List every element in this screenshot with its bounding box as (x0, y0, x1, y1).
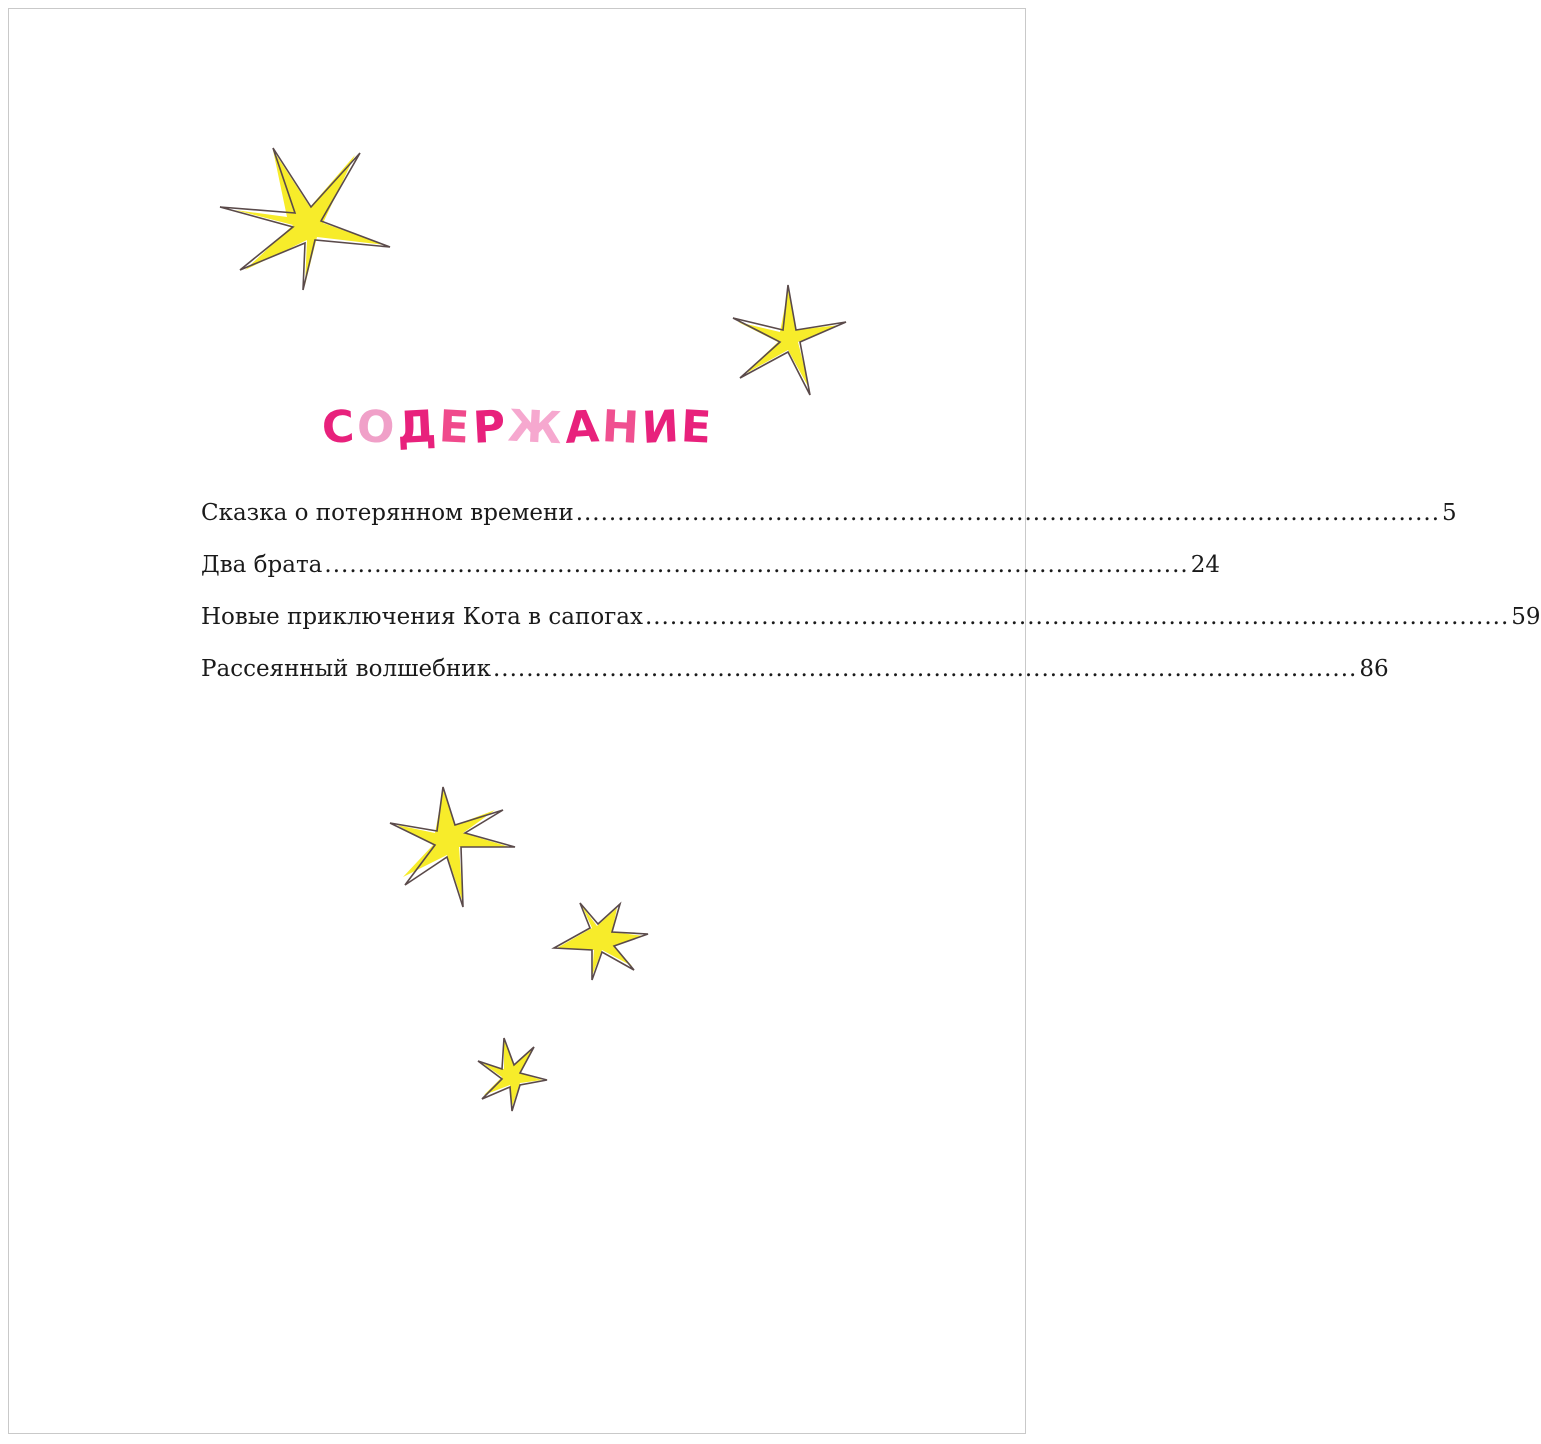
star-icon (552, 898, 652, 983)
title-letter: Н (600, 400, 643, 455)
toc-leader-dots: ........................................................................................................ (324, 552, 1189, 578)
toc-entry-title: Новые приключения Кота в сапогах (201, 604, 643, 630)
toc-entry-title: Два брата (201, 552, 323, 578)
toc-leader-dots: ........................................................................................................ (575, 500, 1441, 526)
toc-leader-dots: ........................................................................................................ (492, 656, 1358, 682)
toc-entry-title: Рассеянный волшебник (201, 656, 491, 682)
title-letter: Е (438, 401, 474, 454)
toc-entry-page: 5 (1442, 500, 1457, 526)
page-title (0, 398, 1036, 458)
star-icon (215, 145, 395, 295)
toc-leader-dots: ........................................................................................................ (644, 604, 1510, 630)
title-letter: Д (395, 400, 441, 455)
title-letter: Р (471, 401, 510, 454)
title-letter: А (563, 401, 603, 454)
toc-entry-title: Сказка о потерянном времени (201, 500, 574, 526)
toc-entry[interactable] (201, 552, 1221, 604)
toc-entry[interactable] (201, 500, 1457, 552)
toc-entry-page: 24 (1190, 552, 1221, 578)
toc-entry-page: 86 (1359, 656, 1389, 682)
star-icon (728, 280, 848, 405)
book-page (8, 8, 1026, 1434)
toc-entry[interactable] (201, 604, 1541, 656)
title-letter: И (640, 400, 683, 455)
star-icon (385, 785, 520, 915)
toc-entry-page: 59 (1511, 604, 1541, 630)
toc-entry[interactable] (201, 656, 1389, 708)
title-letter: С (320, 401, 359, 454)
table-of-contents (201, 500, 1541, 708)
star-icon (472, 1035, 552, 1115)
title-letter: Е (680, 401, 716, 454)
title-letter: О (355, 400, 399, 455)
title-letter: Ж (506, 400, 566, 455)
